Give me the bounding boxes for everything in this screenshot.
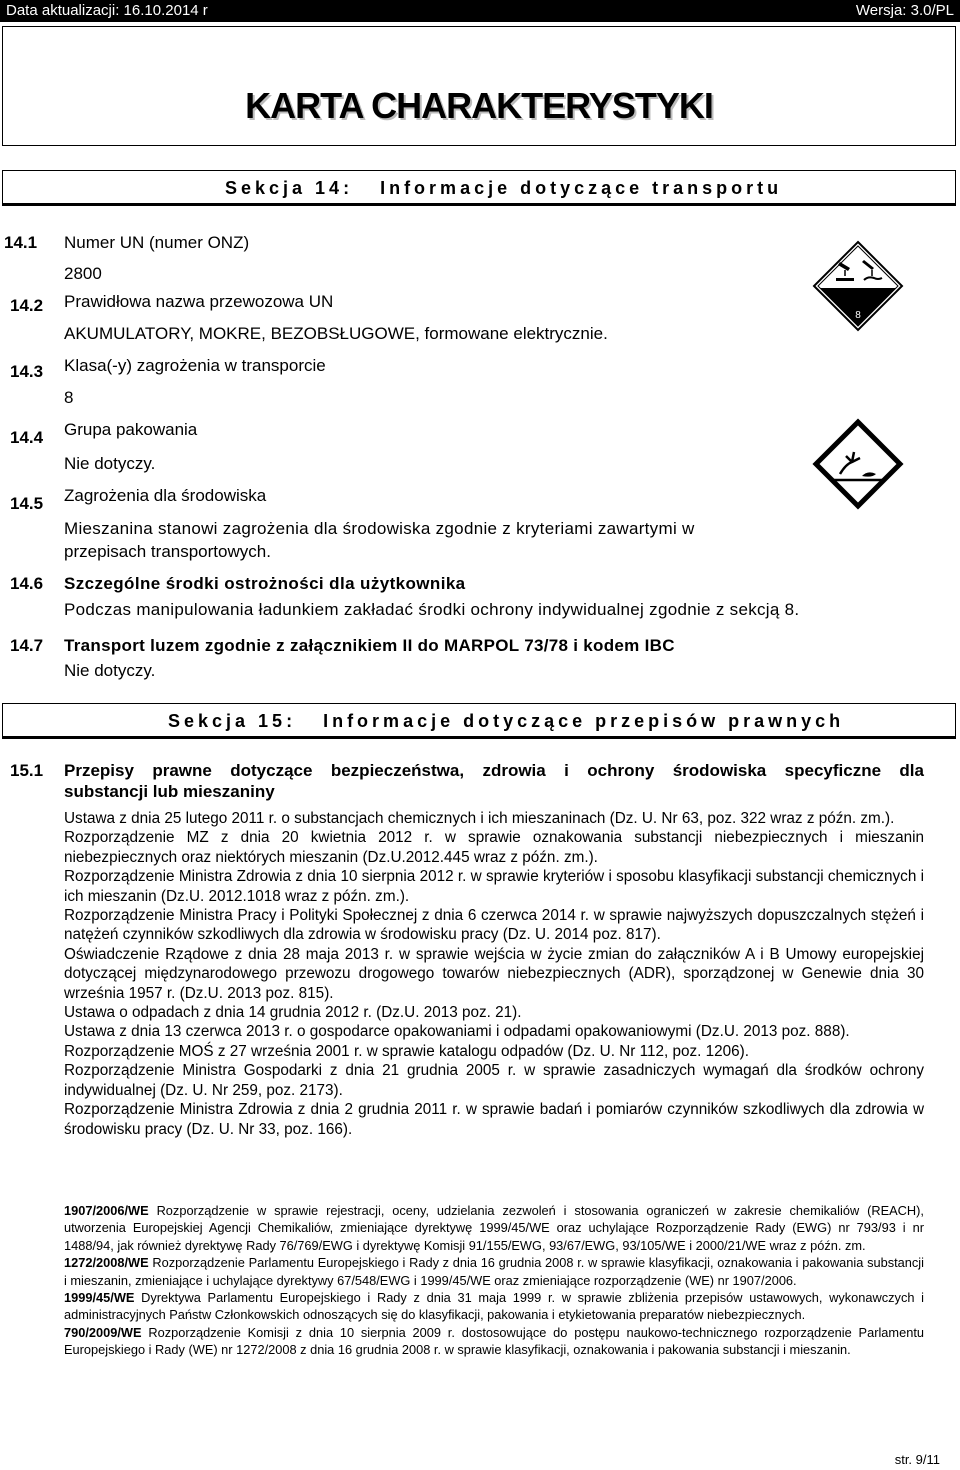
item-heading: Szczególne środki ostrożności dla użytkownika bbox=[64, 574, 466, 593]
section-14-title: Sekcja 14: Informacje dotyczące transportu bbox=[225, 178, 783, 198]
item-value: Nie dotyczy. bbox=[64, 661, 156, 680]
item-value: 8 bbox=[64, 388, 74, 407]
regulation-item: Ustawa z dnia 25 lutego 2011 r. o substancjach chemicznych i ich mieszaninach (Dz. U. Nr 63, poz. 322 wraz z późn. zm.). bbox=[64, 810, 895, 827]
eu-regulation-item bbox=[64, 1202, 924, 1254]
item-heading: Przepisy prawne dotyczące bezpieczeństwa, zdrowia i ochrony środowiska specyficzne dla bbox=[64, 761, 924, 780]
regulation-text: Rozporządzenie Komisji z dnia 10 sierpnia 2009 r. dostosowujące do postępu naukowo-technicznego rozporządzenie Parlamentu Europejskiego i Rady (WE) nr 1272/2008 z dnia 16 grudnia 2008 r. w sprawie klasyfikacji, oznakowania i pakowania substancji i mieszanin. bbox=[64, 1324, 924, 1358]
eu-regulation-item bbox=[64, 1289, 924, 1324]
item-value: Podczas manipulowania ładunkiem zakładać środki ochrony indywidualnej zgodnie z sekcją 8. bbox=[64, 600, 800, 619]
item-number: 14.4 bbox=[10, 428, 44, 447]
regulation-code: 1272/2008/WE bbox=[64, 1255, 149, 1271]
item-number: 14.1 bbox=[4, 233, 38, 252]
regulation-code: 1907/2006/WE bbox=[64, 1203, 149, 1218]
item-heading: Grupa pakowania bbox=[64, 420, 198, 439]
regulation-text: Rozporządzenie Parlamentu Europejskiego i Rady z dnia 16 grudnia 2008 r. w sprawie klasyfikacji, oznakowania i pakowania substancji i mieszanin, zmieniające i uchylające dyrektywy 67/548/EWG i 1999/45/WE oraz zmieniające rozporządzenie (WE) nr 1907/2006. bbox=[64, 1255, 924, 1288]
item-heading: Numer UN (numer ONZ) bbox=[64, 233, 250, 252]
section-15-title: Sekcja 15: Informacje dotyczące przepisów prawnych bbox=[168, 711, 845, 731]
regulation-item: Rozporządzenie Ministra Gospodarki z dnia 21 grudnia 2005 r. w sprawie zasadniczych wymagań dla środków ochrony indywidualnej (Dz. U. Nr 259, poz. 2173). bbox=[64, 1062, 924, 1099]
document-title: KARTA CHARAKTERYSTYKI bbox=[245, 85, 713, 126]
regulations-list bbox=[64, 809, 924, 1139]
revision-date: Data aktualizacji: 16.10.2014 r bbox=[6, 2, 208, 19]
regulation-item: Rozporządzenie Ministra Pracy i Polityki Społecznej z dnia 6 czerwca 2014 r. w sprawie najwyższych dopuszczalnych stężeń i natężeń czynników szkodliwych dla zdrowia w środowisku pracy (Dz. U. 2014 poz. 817). bbox=[64, 907, 924, 944]
regulation-item: Ustawa z dnia 13 czerwca 2013 r. o gospodarce opakowaniami i odpadami opakowaniowymi (Dz.U. 2013 poz. 888). bbox=[64, 1023, 850, 1041]
item-value: AKUMULATORY, MOKRE, BEZOBSŁUGOWE, formowane elektrycznie. bbox=[64, 324, 608, 343]
regulation-item: Rozporządzenie Ministra Zdrowia z dnia 10 sierpnia 2012 r. w sprawie kryteriów i sposobu klasyfikacji substancji chemicznych i ich mieszanin (Dz.U. 2012.1018 wraz z późn. zm.). bbox=[64, 868, 924, 905]
regulation-text: Rozporządzenie w sprawie rejestracji, oceny, udzielania zezwoleń i stosowania ograniczeń w zakresie chemikaliów (REACH), utworzenia Europejskiej Agencji Chemikaliów, zmieniające dyrektywę 1999/45/WE oraz uchylające Rozporządzenie Rady (EWG) nr 793/93 i nr 1488/94, jak również dyrektywę Rady 76/769/EWG i dyrektywę Komisji 91/155/EWG, 93/67/EWG, 93/105/WE i 2000/21/WE wraz z późn. zm. bbox=[64, 1203, 924, 1253]
version: Wersja: 3.0/PL bbox=[855, 2, 954, 19]
hazard-class-label: 8 bbox=[855, 310, 861, 321]
environment-hazard-pictogram-icon bbox=[812, 418, 904, 510]
item-heading: Transport luzem zgodnie z załącznikiem II do MARPOL 73/78 i kodem IBC bbox=[64, 636, 675, 655]
title-box bbox=[2, 26, 956, 146]
regulation-item: Ustawa o odpadach z dnia 14 grudnia 2012 r. (Dz.U. 2013 poz. 21). bbox=[64, 1004, 522, 1022]
regulation-item: Oświadczenie Rządowe z dnia 28 maja 2013 r. w sprawie wejścia w życie zmian do załączników A i B Umowy europejskiej dotyczącej międzynarodowego przewozu drogowego towarów niebezpiecznych (ADR), sporządzonej w Genewie dnia 30 września 1957 r. (Dz.U. 2013 poz. 815). bbox=[64, 945, 924, 1002]
eu-regulation-item bbox=[64, 1324, 924, 1359]
regulation-item: Rozporządzenie MOŚ z 27 września 2001 r. w sprawie katalogu odpadów (Dz. U. Nr 112, poz. 1206). bbox=[64, 1042, 750, 1060]
regulation-code: 1999/45/WE bbox=[64, 1290, 135, 1306]
item-heading: Zagrożenia dla środowiska bbox=[64, 486, 267, 505]
item-number: 14.6 bbox=[10, 574, 44, 593]
item-value: przepisach transportowych. bbox=[64, 542, 271, 561]
item-number: 14.5 bbox=[10, 494, 44, 513]
regulation-item: Rozporządzenie MZ z dnia 20 kwietnia 2012 r. w sprawie oznakowania substancji niebezpiecznych i mieszanin niebezpiecznych oraz niektórych mieszanin (Dz.U.2012.445 wraz z późn. zm.). bbox=[64, 829, 924, 866]
item-heading: substancji lub mieszaniny bbox=[64, 782, 275, 801]
item-number: 14.7 bbox=[10, 636, 44, 655]
eu-regulations-list bbox=[64, 1202, 924, 1359]
regulation-item: Rozporządzenie Ministra Zdrowia z dnia 2 grudnia 2011 r. w sprawie badań i pomiarów czynników szkodliwych dla zdrowia w środowisku pracy (Dz. U. Nr 33, poz. 166). bbox=[64, 1101, 924, 1138]
section-14-header bbox=[2, 170, 956, 206]
item-number: 15.1 bbox=[10, 761, 44, 780]
header-bar bbox=[0, 0, 960, 22]
regulation-text: Dyrektywa Parlamentu Europejskiego i Rady z dnia 31 maja 1999 r. w sprawie zbliżenia przepisów ustawowych, wykonawczych i administracyjnych Państw Członkowskich odnoszących się do klasyfikacji, pakowania i etykietowania preparatów niebezpiecznych. bbox=[64, 1290, 924, 1323]
item-number: 14.3 bbox=[10, 362, 44, 381]
item-value: 2800 bbox=[64, 264, 102, 283]
item-heading: Klasa(-y) zagrożenia w transporcie bbox=[64, 356, 326, 375]
regulation-code: 790/2009/WE bbox=[64, 1324, 142, 1340]
eu-regulation-item bbox=[64, 1254, 924, 1289]
item-value: Mieszanina stanowi zagrożenia dla środowiska zgodnie z kryteriami zawartymi w bbox=[64, 519, 695, 538]
page-number: str. 9/11 bbox=[894, 1452, 940, 1467]
item-heading: Prawidłowa nazwa przewozowa UN bbox=[64, 292, 334, 311]
item-value: Nie dotyczy. bbox=[64, 454, 156, 473]
corrosive-pictogram-icon bbox=[812, 240, 904, 332]
section-15-header bbox=[2, 703, 956, 739]
item-number: 14.2 bbox=[10, 296, 44, 315]
